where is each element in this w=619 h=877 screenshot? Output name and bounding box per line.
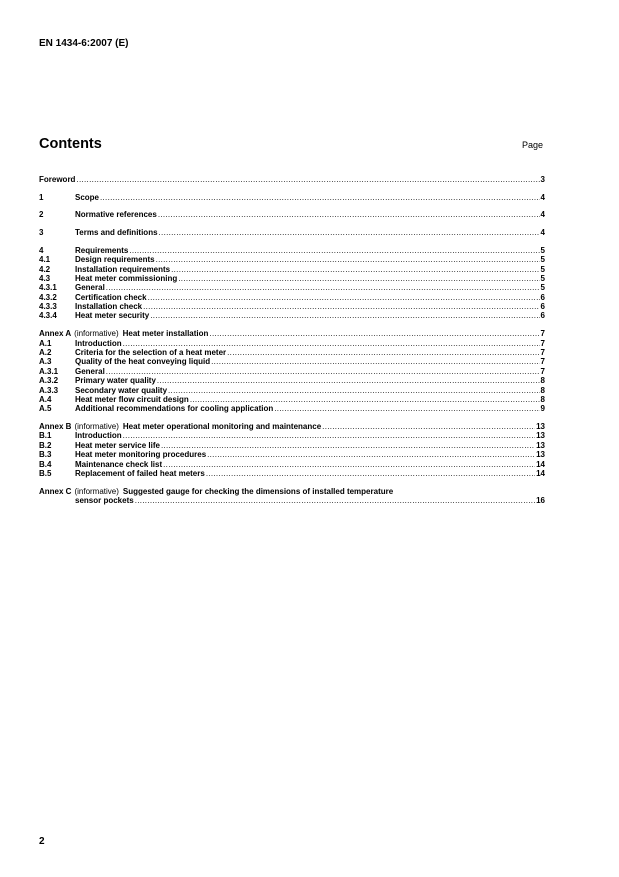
toc-entry-number: A.5: [39, 404, 52, 414]
toc-entry-number: A.3: [39, 357, 52, 367]
toc-entry-title: Heat meter security: [75, 311, 150, 321]
toc-entry-title: Maintenance check list: [75, 459, 163, 469]
toc-entry-title: Heat meter monitoring procedures: [75, 450, 207, 460]
toc-entry-number: A.3.2: [39, 376, 59, 386]
dot-leader: [206, 469, 535, 478]
dot-leader: [163, 460, 535, 469]
toc-entry[interactable]: [39, 395, 545, 404]
toc-entry-title: Normative references: [75, 210, 157, 220]
toc-entry-number: A.2: [39, 347, 52, 357]
toc-entry-title: General: [75, 366, 105, 376]
toc-annex-c[interactable]: [39, 487, 545, 496]
toc-entry[interactable]: [39, 469, 545, 478]
toc-entry-page: 8: [540, 385, 545, 395]
dot-leader: [158, 210, 540, 219]
dot-leader: [129, 246, 539, 255]
table-of-contents: [39, 175, 545, 505]
dot-leader: [227, 348, 539, 357]
toc-entry-number: 3: [39, 228, 44, 238]
document-id: EN 1434-6:2007 (E): [39, 38, 129, 49]
toc-entry-number: 2: [39, 210, 44, 220]
annex-label: Annex B: [39, 421, 72, 431]
toc-entry-page: 13: [536, 450, 545, 460]
toc-entry[interactable]: [39, 265, 545, 274]
toc-entry-page: 5: [540, 245, 545, 255]
toc-entry-page: 14: [536, 468, 545, 478]
toc-entry-page: 6: [540, 292, 545, 302]
toc-entry[interactable]: [39, 357, 545, 366]
dot-leader: [156, 255, 540, 264]
toc-entry-number: 4.3.1: [39, 283, 57, 293]
dot-leader: [209, 329, 539, 338]
toc-entry[interactable]: [39, 193, 545, 202]
toc-entry[interactable]: [39, 348, 545, 357]
toc-entry-page: 6: [540, 302, 545, 312]
toc-annex-c-continuation[interactable]: [39, 496, 545, 505]
toc-entry-number: 4.3.3: [39, 302, 57, 312]
toc-entry[interactable]: [39, 441, 545, 450]
dot-leader: [274, 404, 539, 413]
toc-entry[interactable]: [39, 274, 545, 283]
dot-leader: [171, 265, 539, 274]
toc-entry-page: 5: [540, 273, 545, 283]
dot-leader: [211, 357, 539, 366]
annex-type: (informative): [74, 329, 119, 339]
dot-leader: [148, 293, 540, 302]
toc-entry-title: Primary water quality: [75, 376, 156, 386]
toc-entry-title: Heat meter service life: [75, 440, 160, 450]
dot-leader: [76, 175, 539, 184]
toc-entry-page: 5: [540, 264, 545, 274]
toc-entry-title: Terms and definitions: [75, 228, 158, 238]
toc-entry-page: 6: [540, 311, 545, 321]
dot-leader: [123, 339, 540, 348]
dot-leader: [143, 302, 539, 311]
footer-page-number: 2: [39, 836, 45, 847]
toc-entry[interactable]: [39, 302, 545, 311]
toc-entry-number: B.4: [39, 459, 52, 469]
toc-entry[interactable]: [39, 367, 545, 376]
toc-entry-number: 1: [39, 192, 44, 202]
dot-leader: [150, 311, 539, 320]
toc-entry-title: Heat meter flow circuit design: [75, 394, 189, 404]
toc-entry-title: Installation check: [75, 302, 143, 312]
dot-leader: [178, 274, 539, 283]
toc-entry-title: Criteria for the selection of a heat meter: [75, 347, 227, 357]
annex-title: Suggested gauge for checking the dimensions of installed temperature: [122, 486, 394, 496]
toc-entry-page: 8: [540, 376, 545, 386]
toc-entry-number: 4.3: [39, 273, 51, 283]
dot-leader: [168, 386, 540, 395]
toc-entry-title: Introduction: [75, 338, 122, 348]
toc-entry-page: 4: [540, 192, 545, 202]
page-column-label: Page: [522, 140, 544, 150]
toc-entry-title: Design requirements: [75, 255, 155, 265]
toc-entry-number: B.2: [39, 440, 52, 450]
toc-entry-number: B.1: [39, 431, 52, 441]
toc-annex-a[interactable]: [39, 329, 545, 338]
toc-entry-page: 4: [540, 210, 545, 220]
toc-entry-page: 7: [540, 329, 545, 339]
dot-leader: [135, 496, 535, 505]
toc-entry-title: Replacement of failed heat meters: [75, 468, 205, 478]
toc-entry-page: 13: [536, 431, 545, 441]
annex-type: (informative): [74, 421, 119, 431]
dot-leader: [207, 450, 535, 459]
toc-entry[interactable]: [39, 210, 545, 219]
toc-entry-page: 7: [540, 366, 545, 376]
toc-entry-title: Secondary water quality: [75, 385, 168, 395]
toc-entry-number: 4.2: [39, 264, 51, 274]
toc-entry-title: Heat meter commissioning: [75, 273, 178, 283]
toc-entry-number: 4: [39, 245, 44, 255]
toc-entry[interactable]: [39, 311, 545, 320]
toc-entry[interactable]: [39, 228, 545, 237]
toc-entry-number: 4.3.4: [39, 311, 57, 321]
toc-entry-number: B.3: [39, 450, 52, 460]
dot-leader: [106, 367, 540, 376]
toc-entry-title: Installation requirements: [75, 264, 171, 274]
toc-entry[interactable]: [39, 376, 545, 385]
annex-title: Heat meter installation: [122, 329, 209, 339]
toc-entry-page: 7: [540, 347, 545, 357]
toc-entry-title: Certification check: [75, 292, 147, 302]
annex-label: Annex C: [39, 486, 72, 496]
toc-entry-page: 3: [540, 175, 545, 184]
toc-entry[interactable]: [39, 386, 545, 395]
toc-entry-page: 13: [536, 421, 545, 431]
toc-entry[interactable]: [39, 404, 545, 413]
annex-label: Annex A: [39, 329, 72, 339]
toc-entry-title: General: [75, 283, 105, 293]
toc-entry-number: A.3.1: [39, 366, 59, 376]
toc-entry-number: A.1: [39, 338, 52, 348]
dot-leader: [161, 441, 535, 450]
toc-entry[interactable]: [39, 339, 545, 348]
toc-entry-page: 4: [540, 228, 545, 238]
toc-entry-title: Foreword: [39, 175, 76, 184]
toc-entry-title: Additional recommendations for cooling application: [75, 404, 274, 414]
toc-entry-title: Requirements: [75, 245, 129, 255]
toc-entry-page: 5: [540, 283, 545, 293]
toc-entry-page: 5: [540, 255, 545, 265]
toc-entry-page: 7: [540, 338, 545, 348]
toc-entry-page: 8: [540, 394, 545, 404]
toc-entry-number: 4.3.2: [39, 292, 57, 302]
toc-entry[interactable]: [39, 460, 545, 469]
toc-entry-title: Quality of the heat conveying liquid: [75, 357, 211, 367]
toc-entry-page: 7: [540, 357, 545, 367]
toc-entry-number: A.4: [39, 394, 52, 404]
toc-entry-page: 14: [536, 459, 545, 469]
toc-entry[interactable]: [39, 255, 545, 264]
dot-leader: [157, 376, 540, 385]
toc-entry[interactable]: [39, 246, 545, 255]
toc-entry-page: 9: [540, 404, 545, 414]
annex-title: Heat meter operational monitoring and maintenance: [122, 421, 322, 431]
toc-entry-page: 13: [536, 440, 545, 450]
toc-entry-title: Introduction: [75, 431, 122, 441]
toc-entry[interactable]: [39, 293, 545, 302]
toc-entry[interactable]: [39, 283, 545, 292]
dot-leader: [322, 422, 535, 431]
toc-entry-title: Scope: [75, 192, 100, 202]
toc-entry-number: A.3.3: [39, 385, 59, 395]
dot-leader: [106, 283, 540, 292]
dot-leader: [159, 228, 540, 237]
toc-entry[interactable]: [39, 450, 545, 459]
annex-type: (informative): [74, 486, 119, 496]
toc-entry-number: B.5: [39, 468, 52, 478]
dot-leader: [190, 395, 540, 404]
contents-title: Contents: [39, 136, 102, 152]
dot-leader: [123, 431, 535, 440]
toc-entry[interactable]: [39, 431, 545, 440]
dot-leader: [100, 193, 540, 202]
toc-entry-foreword[interactable]: [39, 175, 545, 184]
toc-annex-b[interactable]: [39, 422, 545, 431]
toc-entry-page: 16: [536, 496, 545, 506]
toc-entry-number: 4.1: [39, 255, 51, 265]
annex-title-continued: sensor pockets: [75, 496, 134, 506]
